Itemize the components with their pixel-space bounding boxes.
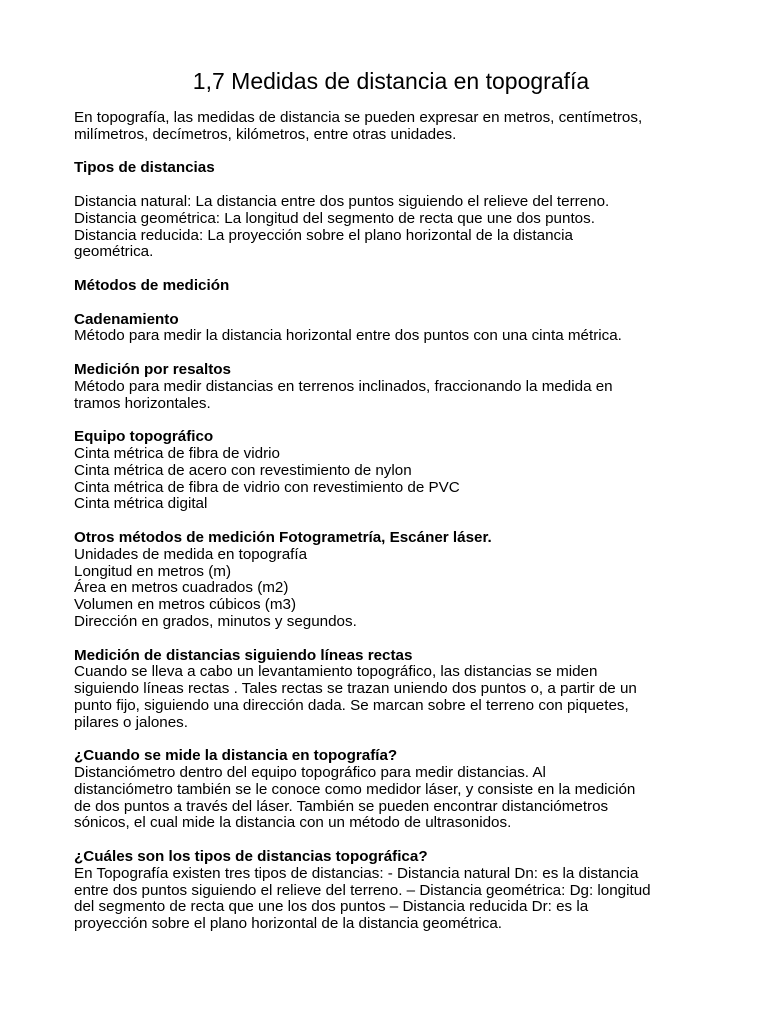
section-line: geométrica. — [74, 243, 154, 261]
section-heading: Medición por resaltos — [74, 360, 231, 378]
section-line: Distancia natural: La distancia entre dos puntos siguiendo el relieve del terreno. — [74, 192, 610, 210]
section-tipos — [74, 160, 708, 261]
section-line: Dirección en grados, minutos y segundos. — [74, 612, 357, 630]
section-heading: ¿Cuando se mide la distancia en topografía? — [74, 747, 398, 765]
section-heading: ¿Cuáles son los tipos de distancias topográfica? — [74, 848, 428, 866]
section-line: Longitud en metros (m) — [74, 562, 232, 580]
section-line: Cinta métrica de fibra de vidrio con revestimiento de PVC — [74, 478, 460, 496]
section-line: tramos horizontales. — [74, 394, 211, 412]
section-line: Cuando se lleva a cabo un levantamiento topográfico, las distancias se miden — [74, 663, 598, 681]
section-line: Cinta métrica de acero con revestimiento de nylon — [74, 461, 412, 479]
section-lineas-rectas — [74, 648, 708, 732]
intro-line: milímetros, decímetros, kilómetros, entre otras unidades. — [74, 125, 457, 143]
section-line: sónicos, el cual mide la distancia con un método de ultrasonidos. — [74, 814, 512, 832]
section-line: Área en metros cuadrados (m2) — [74, 579, 289, 597]
section-cuales — [74, 849, 708, 933]
section-otros — [74, 530, 708, 631]
section-line: entre dos puntos siguiendo el relieve del terreno. – Distancia geométrica: Dg: longitud — [74, 881, 651, 899]
section-cuando — [74, 748, 708, 832]
section-heading: Equipo topográfico — [74, 428, 214, 446]
section-line: Distancia geométrica: La longitud del segmento de recta que une dos puntos. — [74, 209, 595, 227]
section-line: Distancia reducida: La proyección sobre el plano horizontal de la distancia — [74, 226, 573, 244]
section-line: Unidades de medida en topografía — [74, 545, 308, 563]
section-line: punto fijo, siguiendo una dirección dada. Se marcan sobre el terreno con piquetes, — [74, 696, 629, 714]
section-line: Cinta métrica de fibra de vidrio — [74, 444, 280, 462]
section-heading: Otros métodos de medición Fotogrametría, Escáner láser. — [74, 528, 492, 546]
intro-line: En topografía, las medidas de distancia se pueden expresar en metros, centímetros, — [74, 109, 643, 126]
section-heading: Métodos de medición — [74, 276, 230, 294]
section-line: Distanciómetro dentro del equipo topográfico para medir distancias. Al — [74, 764, 546, 782]
section-line: pilares o jalones. — [74, 713, 188, 731]
section-line: proyección sobre el plano horizontal de la distancia geométrica. — [74, 915, 503, 933]
section-line: distanciómetro también se le conoce como medidor láser, y consiste en la medición — [74, 780, 636, 798]
section-cadenamiento — [74, 312, 708, 346]
section-line: Método para medir la distancia horizontal entre dos puntos con una cinta métrica. — [74, 327, 622, 345]
section-resaltos — [74, 362, 708, 412]
section-heading: Medición de distancias siguiendo líneas rectas — [74, 646, 413, 664]
section-line: de dos puntos a través del láser. También se pueden encontrar distanciómetros — [74, 797, 609, 815]
section-line: En Topografía existen tres tipos de distancias: - Distancia natural Dn: es la distancia — [74, 864, 639, 882]
page-title: 1,7 Medidas de distancia en topografía — [192, 68, 590, 94]
section-heading: Tipos de distancias — [74, 159, 215, 177]
section-equipo — [74, 429, 708, 513]
intro-paragraph — [74, 110, 708, 144]
section-heading: Cadenamiento — [74, 310, 179, 328]
section-metodos — [74, 278, 708, 295]
section-line: Cinta métrica digital — [74, 495, 208, 513]
section-line: siguiendo líneas rectas . Tales rectas se trazan uniendo dos puntos o, a partir de un — [74, 680, 637, 698]
section-line: Método para medir distancias en terrenos inclinados, fraccionando la medida en — [74, 377, 613, 395]
section-line: Volumen en metros cúbicos (m3) — [74, 596, 296, 614]
section-line: del segmento de recta que une los dos puntos – Distancia reducida Dr: es la — [74, 898, 589, 916]
